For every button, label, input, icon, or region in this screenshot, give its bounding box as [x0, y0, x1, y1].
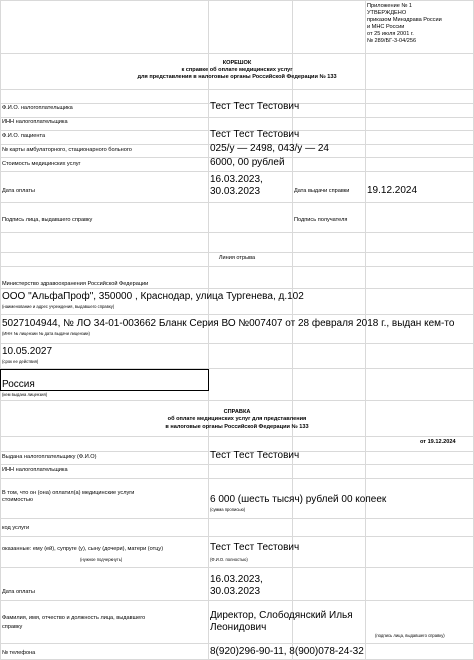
stub-issue-date-label: Дата выдачи справки: [294, 188, 350, 194]
cert-service-label: стоимостью: [2, 497, 33, 503]
grid-row-line: [0, 436, 474, 437]
grid-row-line: [0, 171, 474, 172]
grid-row-line: [0, 464, 474, 465]
grid-row-line: [0, 53, 474, 54]
grid-row-line: [0, 288, 474, 289]
cert-code-label: код услуги: [2, 525, 30, 531]
cert-pay-date-label: Дата оплаты: [2, 589, 35, 595]
stub-payer-label: Ф.И.О. налогоплательщика: [2, 105, 73, 111]
cert-payer-label: Выдана налогоплательщику (Ф.И.О): [2, 454, 97, 460]
grid-row-line: [0, 567, 474, 568]
grid-row-line: [0, 252, 474, 253]
stub-receiver-sign-label: Подпись получателя: [294, 217, 348, 223]
stub-sign-label: Подпись лица, выдавшего справку: [2, 217, 93, 223]
grid-col-line: [365, 0, 366, 660]
cert-phone-label: № телефона: [2, 650, 36, 656]
org-name[interactable]: ООО "АльфаПроф", 350000 , Краснодар, улица Тургенева, д.102: [2, 291, 304, 302]
grid-row-line: [0, 202, 474, 203]
approval-line: № 289/БГ-3-04/256: [367, 38, 417, 44]
stub-patient-label: Ф.И.О. пациента: [2, 133, 46, 139]
cert-official-value[interactable]: Леонидович: [210, 622, 267, 633]
cert-relation-value-caption: (Ф.И.О. полностью): [210, 557, 248, 562]
org-valid-caption: (срок ее действия): [2, 359, 39, 364]
org-license-caption: (ИНН № лицензии № дата выдачи лицензии): [2, 331, 90, 336]
cert-amount-caption: (сумма прописью): [210, 507, 246, 512]
org-issuer[interactable]: Россия: [2, 379, 35, 390]
grid-col-line: [208, 0, 209, 660]
approval-line: Приложение № 1: [367, 3, 413, 9]
stub-payer-value[interactable]: Тест Тест Тестович: [210, 101, 300, 112]
grid-row-line: [0, 643, 474, 644]
stub-pay-date-1[interactable]: 16.03.2023,: [210, 174, 263, 185]
grid-row-line: [0, 314, 474, 315]
org-valid[interactable]: 10.05.2027: [2, 346, 53, 357]
cert-official-label: справку: [2, 624, 23, 630]
approval-line: УТВЕРЖДЕНО: [367, 10, 407, 16]
grid-row-line: [0, 232, 474, 233]
grid-row-line: [0, 600, 474, 601]
stub-pay-date-label: Дата оплаты: [2, 188, 35, 194]
grid-row-line: [0, 117, 474, 118]
cert-payer-value[interactable]: Тест Тест Тестович: [210, 450, 300, 461]
cert-relation-value[interactable]: Тест Тест Тестович: [210, 542, 300, 553]
cert-subtitle: об оплате медицинских услуг для представления: [167, 416, 307, 422]
grid-row-line: [0, 536, 474, 537]
org-license[interactable]: 5027104944, № ЛО 34-01-003662 Бланк Серия ВО №007407 от 28 февраля 2018 г., выдан кем-то: [2, 318, 455, 329]
stub-issue-date-value[interactable]: 19.12.2024: [367, 185, 418, 196]
grid-row-line: [0, 478, 474, 479]
stub-cost-value[interactable]: 6000, 00 рублей: [210, 157, 285, 168]
cert-amount[interactable]: 6 000 (шесть тысяч) рублей 00 копеек: [210, 494, 387, 505]
cert-subtitle: в налоговые органы Российской Федерации № 133: [165, 424, 309, 430]
cert-pay-date-2[interactable]: 30.03.2023: [210, 586, 261, 597]
org-issuer-caption: (кем выдана лицензия): [2, 392, 48, 397]
cert-official-sign-caption: (подпись лица, выдавшего справку): [375, 633, 445, 638]
grid-row-line: [0, 343, 474, 344]
stub-subtitle: для представления в налоговые органы Российской Федерации № 133: [137, 74, 337, 80]
stub-title: КОРЕШОК: [222, 60, 252, 66]
cert-title: СПРАВКА: [223, 409, 251, 415]
cert-date: от 19.12.2024: [420, 439, 456, 445]
stub-card-label: № карты амбулаторного, стационарного больного: [2, 147, 132, 153]
approval-line: и МНС России: [367, 24, 405, 30]
cut-line-label: Линия отрыва: [218, 255, 256, 261]
grid-row-line: [0, 400, 474, 401]
stub-patient-value[interactable]: Тест Тест Тестович: [210, 129, 300, 140]
cert-service-label: В том, что он (она) оплатил(а) медицинские услуги: [2, 490, 135, 496]
approval-line: приказом Минздрава России: [367, 17, 442, 23]
cert-relation-caption: (нужное подчеркнуть): [80, 557, 123, 562]
grid-row-line: [0, 89, 474, 90]
org-ministry: Министерство здравоохранения Российской Федерации: [2, 281, 149, 287]
cert-pay-date-1[interactable]: 16.03.2023,: [210, 574, 263, 585]
cert-inn-label: ИНН налогоплательщика: [2, 467, 68, 473]
cert-official-value[interactable]: Директор, Слободянский Илья: [210, 610, 353, 621]
stub-pay-date-2[interactable]: 30.03.2023: [210, 186, 261, 197]
org-name-caption: (наименование и адрес учреждения, выдавшего справку): [2, 304, 115, 309]
grid-row-line: [0, 0, 474, 1]
grid-row-line: [0, 266, 474, 267]
stub-subtitle: к справке об оплате медицинских услуг: [181, 67, 293, 73]
cert-phone-value[interactable]: 8(920)296-90-11, 8(900)078-24-32: [210, 646, 364, 657]
stub-inn-label: ИНН налогоплательщика: [2, 119, 68, 125]
grid-col-line: [292, 0, 293, 660]
cert-relation-label: оказанные: ему (ей), супруге (у), сыну (дочери), матери (отцу): [2, 546, 164, 552]
grid-col-line: [0, 0, 1, 660]
cert-official-label: Фамилия, имя, отчество и должность лица, выдавшего: [2, 615, 146, 621]
stub-card-value[interactable]: 025/у — 2498, 043/у — 24: [210, 143, 329, 154]
grid-row-line: [0, 518, 474, 519]
stub-cost-label: Стоимость медицинских услуг: [2, 161, 81, 167]
approval-line: от 25 июля 2001 г.: [367, 31, 414, 37]
